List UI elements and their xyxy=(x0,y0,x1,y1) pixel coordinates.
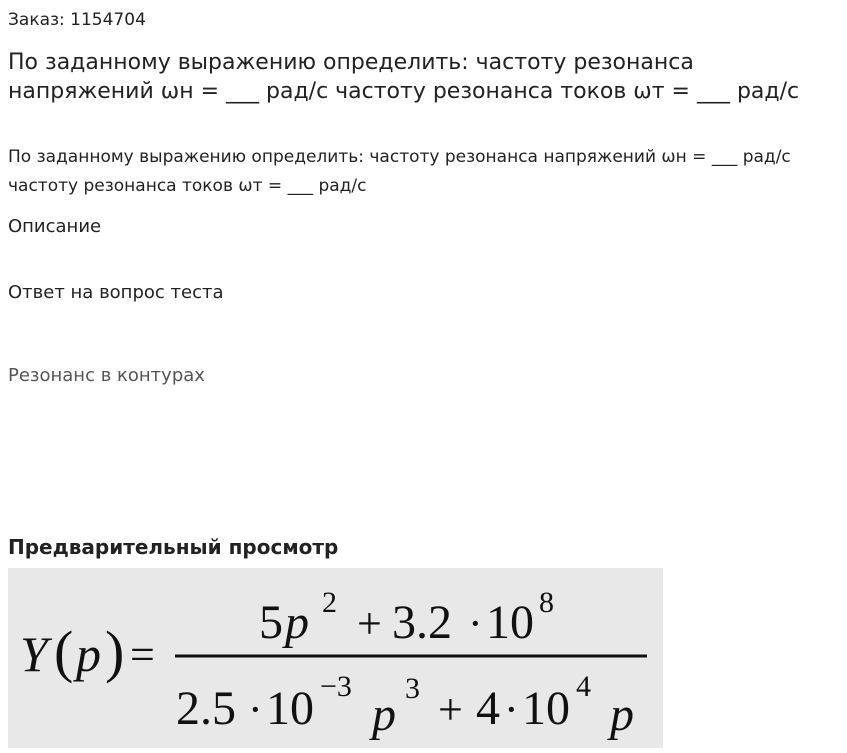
formula-den-base1: 10 xyxy=(266,682,314,735)
formula-lhs-open: ( xyxy=(54,619,74,684)
order-number: Заказ: 1154704 xyxy=(8,10,146,30)
formula-num-base-exp: 8 xyxy=(539,586,554,619)
formula-den-exp1: −3 xyxy=(320,670,352,703)
formula-lhs-func: Y xyxy=(20,626,48,682)
formula-num-dot: · xyxy=(468,599,483,648)
formula-equals: = xyxy=(130,630,155,679)
formula-den-var2: p xyxy=(610,688,634,741)
formula-den-var1-exp: 3 xyxy=(405,672,420,705)
formula-den-base2: 10 xyxy=(522,682,570,735)
formula-den-coef: 2.5 xyxy=(176,682,236,735)
formula-den-var1: p xyxy=(372,688,396,741)
formula-den-plus: + xyxy=(438,685,463,734)
question-subtitle: По заданному выражению определить: частоту резонанса напряжений ωн = ___ рад/с частоту резонанса токов ωт = ___ рад/с xyxy=(8,147,791,196)
description-label: Описание xyxy=(8,216,102,237)
question-title: По заданному выражению определить: частоту резонанса напряжений ωн = ___ рад/с частоту резонанса токов ωт = ___ рад/с xyxy=(8,50,800,104)
formula-num-exp: 2 xyxy=(322,586,337,619)
formula-num-coef: 5 xyxy=(259,596,283,649)
formula-den-dot1: · xyxy=(248,685,263,734)
preview-label: Предварительный просмотр xyxy=(8,535,339,559)
topic-link[interactable]: Резонанс в контурах xyxy=(8,365,205,386)
preview-image xyxy=(8,568,663,748)
formula-num-base: 10 xyxy=(486,596,534,649)
formula-lhs-close: ) xyxy=(105,619,125,684)
formula-lhs-arg: p xyxy=(76,626,101,682)
formula-svg xyxy=(8,568,663,748)
answer-label: Ответ на вопрос теста xyxy=(8,282,224,303)
formula-den-coef2: 4 xyxy=(476,682,500,735)
formula-den-dot2: · xyxy=(504,685,519,734)
formula-num-const: 3.2 xyxy=(392,596,452,649)
formula-num-plus: + xyxy=(357,599,382,648)
formula-den-exp2: 4 xyxy=(576,670,591,703)
formula-num-var: p xyxy=(285,596,309,649)
